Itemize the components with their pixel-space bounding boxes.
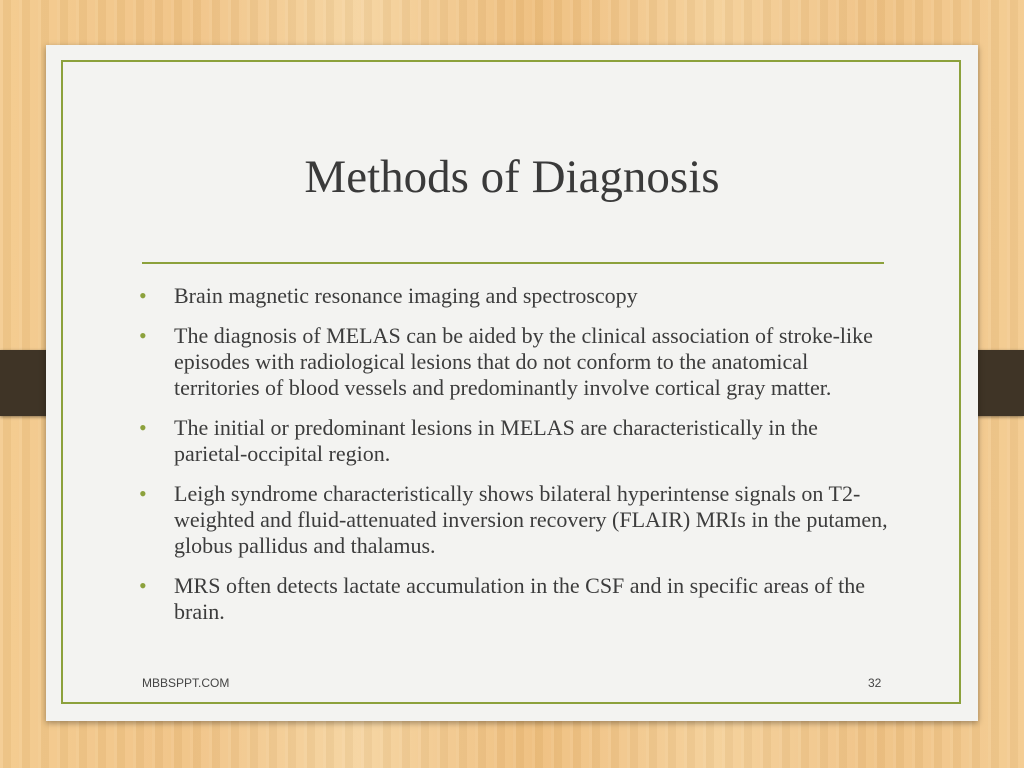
footer-source: MBBSPPT.COM: [142, 676, 230, 690]
bullet-item: [139, 573, 894, 625]
bullet-text: The initial or predominant lesions in MELAS are characteristically in the parietal-occipital region.: [174, 415, 818, 466]
bullet-text: The diagnosis of MELAS can be aided by the clinical association of stroke-like episodes with radiological lesions that do not conform to the anatomical territories of blood vessels and predominantly involve cortical gray matter.: [174, 323, 873, 400]
bullet-text: Leigh syndrome characteristically shows bilateral hyperintense signals on T2-weighted and fluid-attenuated inversion recovery (FLAIR) MRIs in the putamen, globus pallidus and thalamus.: [174, 481, 888, 558]
bullet-text: Brain magnetic resonance imaging and spectroscopy: [174, 283, 638, 308]
bullet-dot-icon: •: [139, 573, 147, 598]
bullet-item: [139, 415, 894, 467]
bullet-dot-icon: •: [139, 323, 147, 348]
bullet-item: [139, 283, 894, 309]
bullet-item: [139, 323, 894, 401]
title-divider: [142, 262, 884, 264]
bullet-list: [139, 283, 894, 639]
bullet-dot-icon: •: [139, 481, 147, 506]
bullet-item: [139, 481, 894, 559]
bullet-dot-icon: •: [139, 283, 147, 308]
bullet-dot-icon: •: [139, 415, 147, 440]
slide-card: [46, 45, 978, 721]
page-number: 32: [868, 676, 882, 690]
slide-title: Methods of Diagnosis: [304, 151, 720, 203]
bullet-text: MRS often detects lactate accumulation in the CSF and in specific areas of the brain.: [174, 573, 865, 624]
